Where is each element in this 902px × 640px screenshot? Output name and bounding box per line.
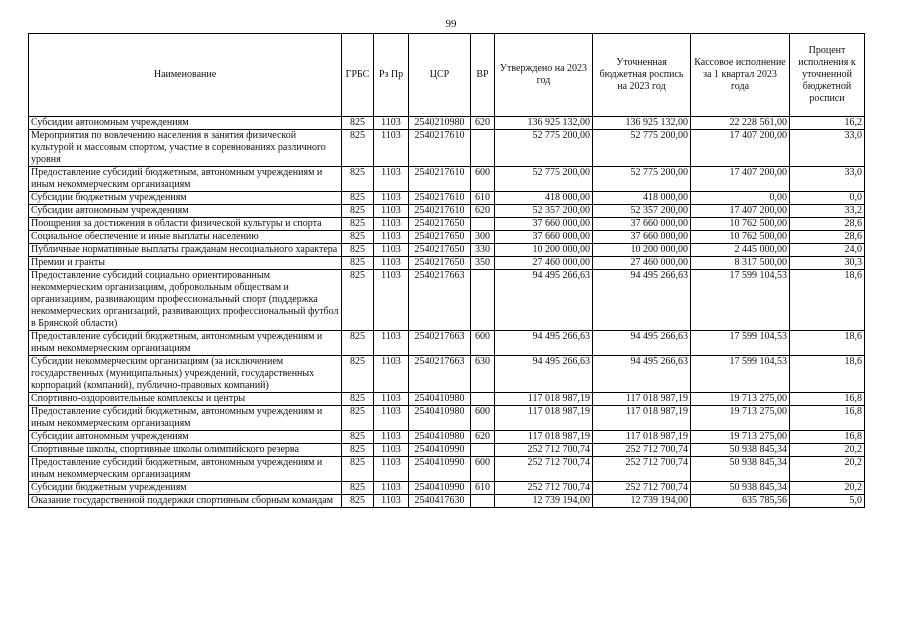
cell-approved: 117 018 987,19 xyxy=(495,406,593,431)
cell-grbs: 825 xyxy=(342,457,374,482)
cell-cash: 22 228 561,00 xyxy=(691,117,790,130)
cell-cash: 8 317 500,00 xyxy=(691,257,790,270)
cell-approved: 37 660 000,00 xyxy=(495,218,593,231)
cell-name: Субсидии бюджетным учреждениям xyxy=(29,192,342,205)
cell-percent: 16,8 xyxy=(790,393,865,406)
cell-name: Субсидии автономным учреждениям xyxy=(29,205,342,218)
cell-cash: 0,00 xyxy=(691,192,790,205)
cell-grbs: 825 xyxy=(342,244,374,257)
header-approved: Утверждено на 2023 год xyxy=(495,34,593,117)
cell-rzpr: 1103 xyxy=(374,356,409,393)
cell-refined: 94 495 266,63 xyxy=(593,356,691,393)
cell-rzpr: 1103 xyxy=(374,457,409,482)
cell-approved: 94 495 266,63 xyxy=(495,356,593,393)
table-row xyxy=(29,495,865,508)
cell-cash: 50 938 845,34 xyxy=(691,444,790,457)
cell-rzpr: 1103 xyxy=(374,192,409,205)
cell-rzpr: 1103 xyxy=(374,205,409,218)
cell-percent: 20,2 xyxy=(790,444,865,457)
cell-approved: 117 018 987,19 xyxy=(495,393,593,406)
table-row xyxy=(29,406,865,431)
header-refined: Уточненная бюджетная роспись на 2023 год xyxy=(593,34,691,117)
cell-grbs: 825 xyxy=(342,192,374,205)
cell-vr xyxy=(471,270,495,331)
cell-refined: 94 495 266,63 xyxy=(593,270,691,331)
cell-cash: 17 599 104,53 xyxy=(691,356,790,393)
cell-vr xyxy=(471,495,495,508)
cell-rzpr: 1103 xyxy=(374,130,409,167)
cell-approved: 252 712 700,74 xyxy=(495,457,593,482)
cell-name: Предоставление субсидий бюджетным, автономным учреждениям и иным некоммерческим организациям xyxy=(29,457,342,482)
cell-name: Спортивно-оздоровительные комплексы и центры xyxy=(29,393,342,406)
cell-rzpr: 1103 xyxy=(374,495,409,508)
cell-refined: 94 495 266,63 xyxy=(593,331,691,356)
cell-refined: 252 712 700,74 xyxy=(593,482,691,495)
page-number: 99 xyxy=(445,18,457,30)
cell-percent: 30,3 xyxy=(790,257,865,270)
cell-rzpr: 1103 xyxy=(374,244,409,257)
header-name: Наименование xyxy=(29,34,342,117)
cell-refined: 252 712 700,74 xyxy=(593,457,691,482)
cell-csr: 2540217663 xyxy=(409,331,471,356)
cell-percent: 0,0 xyxy=(790,192,865,205)
cell-csr: 2540417630 xyxy=(409,495,471,508)
cell-grbs: 825 xyxy=(342,393,374,406)
cell-name: Предоставление субсидий социально ориентированным некоммерческим организациям, добровольным обществам и организациям, развивающим профессиональный спорт (поддержка некоммерческих организаций, развивающих профессиональный футбол в Брянской области) xyxy=(29,270,342,331)
cell-rzpr: 1103 xyxy=(374,270,409,331)
header-vr: ВР xyxy=(471,34,495,117)
cell-rzpr: 1103 xyxy=(374,231,409,244)
cell-percent: 18,6 xyxy=(790,331,865,356)
cell-cash: 10 762 500,00 xyxy=(691,231,790,244)
cell-grbs: 825 xyxy=(342,117,374,130)
cell-refined: 52 775 200,00 xyxy=(593,130,691,167)
cell-name: Субсидии автономным учреждениям xyxy=(29,117,342,130)
cell-grbs: 825 xyxy=(342,356,374,393)
cell-percent: 5,0 xyxy=(790,495,865,508)
cell-approved: 52 357 200,00 xyxy=(495,205,593,218)
cell-cash: 2 445 000,00 xyxy=(691,244,790,257)
cell-vr: 330 xyxy=(471,244,495,257)
cell-vr xyxy=(471,130,495,167)
cell-cash: 17 599 104,53 xyxy=(691,331,790,356)
cell-refined: 418 000,00 xyxy=(593,192,691,205)
table-row xyxy=(29,130,865,167)
cell-cash: 10 762 500,00 xyxy=(691,218,790,231)
cell-name: Поощрения за достижения в области физической культуры и спорта xyxy=(29,218,342,231)
header-cash: Кассовое исполнение за 1 квартал 2023 года xyxy=(691,34,790,117)
cell-approved: 418 000,00 xyxy=(495,192,593,205)
cell-percent: 16,2 xyxy=(790,117,865,130)
cell-cash: 17 407 200,00 xyxy=(691,205,790,218)
cell-vr: 600 xyxy=(471,457,495,482)
cell-vr: 600 xyxy=(471,406,495,431)
cell-percent: 24,0 xyxy=(790,244,865,257)
cell-refined: 117 018 987,19 xyxy=(593,406,691,431)
cell-csr: 2540217610 xyxy=(409,130,471,167)
cell-name: Мероприятия по вовлечению населения в занятия физической культурой и массовым спортом, участие в соревнованиях различного уровня xyxy=(29,130,342,167)
cell-csr: 2540217650 xyxy=(409,218,471,231)
cell-rzpr: 1103 xyxy=(374,257,409,270)
table-row xyxy=(29,167,865,192)
cell-grbs: 825 xyxy=(342,406,374,431)
cell-name: Субсидии некоммерческим организациям (за исключением государственных (муниципальных) учреждений, государственных корпораций (компаний), публично-правовых компаний) xyxy=(29,356,342,393)
cell-csr: 2540217650 xyxy=(409,244,471,257)
cell-cash: 17 407 200,00 xyxy=(691,130,790,167)
cell-csr: 2540217610 xyxy=(409,167,471,192)
cell-rzpr: 1103 xyxy=(374,444,409,457)
cell-approved: 27 460 000,00 xyxy=(495,257,593,270)
cell-vr: 300 xyxy=(471,231,495,244)
cell-percent: 16,8 xyxy=(790,431,865,444)
cell-vr: 620 xyxy=(471,117,495,130)
cell-percent: 28,6 xyxy=(790,231,865,244)
cell-grbs: 825 xyxy=(342,231,374,244)
cell-name: Публичные нормативные выплаты гражданам несоциального характера xyxy=(29,244,342,257)
cell-percent: 33,2 xyxy=(790,205,865,218)
cell-cash: 50 938 845,34 xyxy=(691,457,790,482)
cell-refined: 37 660 000,00 xyxy=(593,231,691,244)
cell-percent: 20,2 xyxy=(790,457,865,482)
cell-vr: 610 xyxy=(471,192,495,205)
cell-grbs: 825 xyxy=(342,444,374,457)
table-row xyxy=(29,482,865,495)
cell-cash: 19 713 275,00 xyxy=(691,393,790,406)
cell-name: Субсидии автономным учреждениям xyxy=(29,431,342,444)
table-row xyxy=(29,444,865,457)
cell-vr xyxy=(471,444,495,457)
table-row xyxy=(29,192,865,205)
cell-name: Субсидии бюджетным учреждениям xyxy=(29,482,342,495)
cell-csr: 2540217610 xyxy=(409,192,471,205)
cell-rzpr: 1103 xyxy=(374,482,409,495)
cell-refined: 12 739 194,00 xyxy=(593,495,691,508)
table-row xyxy=(29,218,865,231)
cell-grbs: 825 xyxy=(342,270,374,331)
table-header-row xyxy=(29,34,865,117)
cell-grbs: 825 xyxy=(342,218,374,231)
cell-cash: 50 938 845,34 xyxy=(691,482,790,495)
table-row xyxy=(29,244,865,257)
cell-refined: 27 460 000,00 xyxy=(593,257,691,270)
cell-rzpr: 1103 xyxy=(374,218,409,231)
cell-csr: 2540410990 xyxy=(409,444,471,457)
table-row xyxy=(29,270,865,331)
budget-execution-table xyxy=(28,33,865,508)
cell-name: Социальное обеспечение и иные выплаты населению xyxy=(29,231,342,244)
cell-csr: 2540410980 xyxy=(409,431,471,444)
header-rzpr: Рз Пр xyxy=(374,34,409,117)
cell-csr: 2540217650 xyxy=(409,231,471,244)
cell-vr xyxy=(471,218,495,231)
cell-csr: 2540217650 xyxy=(409,257,471,270)
table-row xyxy=(29,257,865,270)
cell-vr: 600 xyxy=(471,331,495,356)
cell-approved: 252 712 700,74 xyxy=(495,482,593,495)
table-row xyxy=(29,431,865,444)
cell-cash: 17 407 200,00 xyxy=(691,167,790,192)
cell-vr xyxy=(471,393,495,406)
cell-grbs: 825 xyxy=(342,431,374,444)
cell-percent: 33,0 xyxy=(790,167,865,192)
cell-grbs: 825 xyxy=(342,257,374,270)
cell-grbs: 825 xyxy=(342,205,374,218)
cell-grbs: 825 xyxy=(342,495,374,508)
cell-vr: 630 xyxy=(471,356,495,393)
cell-name: Премии и гранты xyxy=(29,257,342,270)
cell-csr: 2540217610 xyxy=(409,205,471,218)
cell-refined: 10 200 000,00 xyxy=(593,244,691,257)
table-row xyxy=(29,457,865,482)
cell-refined: 52 775 200,00 xyxy=(593,167,691,192)
table-row xyxy=(29,331,865,356)
cell-vr: 610 xyxy=(471,482,495,495)
header-csr: ЦСР xyxy=(409,34,471,117)
cell-approved: 12 739 194,00 xyxy=(495,495,593,508)
cell-vr: 350 xyxy=(471,257,495,270)
cell-cash: 635 785,56 xyxy=(691,495,790,508)
cell-csr: 2540217663 xyxy=(409,356,471,393)
cell-approved: 94 495 266,63 xyxy=(495,270,593,331)
cell-approved: 52 775 200,00 xyxy=(495,167,593,192)
cell-rzpr: 1103 xyxy=(374,431,409,444)
cell-percent: 20,2 xyxy=(790,482,865,495)
cell-vr: 620 xyxy=(471,431,495,444)
cell-csr: 2540410990 xyxy=(409,457,471,482)
cell-refined: 136 925 132,00 xyxy=(593,117,691,130)
table-row xyxy=(29,356,865,393)
table-row xyxy=(29,231,865,244)
cell-grbs: 825 xyxy=(342,167,374,192)
cell-percent: 18,6 xyxy=(790,356,865,393)
cell-csr: 2540410990 xyxy=(409,482,471,495)
cell-cash: 17 599 104,53 xyxy=(691,270,790,331)
cell-approved: 52 775 200,00 xyxy=(495,130,593,167)
cell-approved: 117 018 987,19 xyxy=(495,431,593,444)
cell-name: Предоставление субсидий бюджетным, автономным учреждениям и иным некоммерческим организациям xyxy=(29,331,342,356)
cell-refined: 52 357 200,00 xyxy=(593,205,691,218)
cell-cash: 19 713 275,00 xyxy=(691,431,790,444)
cell-refined: 37 660 000,00 xyxy=(593,218,691,231)
cell-vr: 600 xyxy=(471,167,495,192)
cell-name: Спортивные школы, спортивные школы олимпийского резерва xyxy=(29,444,342,457)
cell-name: Оказание государственной поддержки спортивным сборным командам xyxy=(29,495,342,508)
header-grbs: ГРБС xyxy=(342,34,374,117)
cell-vr: 620 xyxy=(471,205,495,218)
cell-rzpr: 1103 xyxy=(374,167,409,192)
cell-grbs: 825 xyxy=(342,130,374,167)
cell-rzpr: 1103 xyxy=(374,117,409,130)
cell-rzpr: 1103 xyxy=(374,406,409,431)
cell-approved: 37 660 000,00 xyxy=(495,231,593,244)
cell-csr: 2540210980 xyxy=(409,117,471,130)
cell-grbs: 825 xyxy=(342,331,374,356)
cell-percent: 16,8 xyxy=(790,406,865,431)
cell-csr: 2540217663 xyxy=(409,270,471,331)
cell-csr: 2540410980 xyxy=(409,406,471,431)
cell-name: Предоставление субсидий бюджетным, автономным учреждениям и иным некоммерческим организациям xyxy=(29,167,342,192)
cell-percent: 28,6 xyxy=(790,218,865,231)
cell-approved: 10 200 000,00 xyxy=(495,244,593,257)
cell-approved: 136 925 132,00 xyxy=(495,117,593,130)
cell-percent: 18,6 xyxy=(790,270,865,331)
table-row xyxy=(29,117,865,130)
cell-rzpr: 1103 xyxy=(374,393,409,406)
table-row xyxy=(29,393,865,406)
cell-grbs: 825 xyxy=(342,482,374,495)
cell-cash: 19 713 275,00 xyxy=(691,406,790,431)
header-percent: Процент исполнения к уточненной бюджетной росписи xyxy=(790,34,865,117)
cell-refined: 117 018 987,19 xyxy=(593,431,691,444)
cell-csr: 2540410980 xyxy=(409,393,471,406)
cell-name: Предоставление субсидий бюджетным, автономным учреждениям и иным некоммерческим организациям xyxy=(29,406,342,431)
table-row xyxy=(29,205,865,218)
cell-rzpr: 1103 xyxy=(374,331,409,356)
cell-refined: 252 712 700,74 xyxy=(593,444,691,457)
cell-refined: 117 018 987,19 xyxy=(593,393,691,406)
cell-approved: 94 495 266,63 xyxy=(495,331,593,356)
cell-approved: 252 712 700,74 xyxy=(495,444,593,457)
cell-percent: 33,0 xyxy=(790,130,865,167)
